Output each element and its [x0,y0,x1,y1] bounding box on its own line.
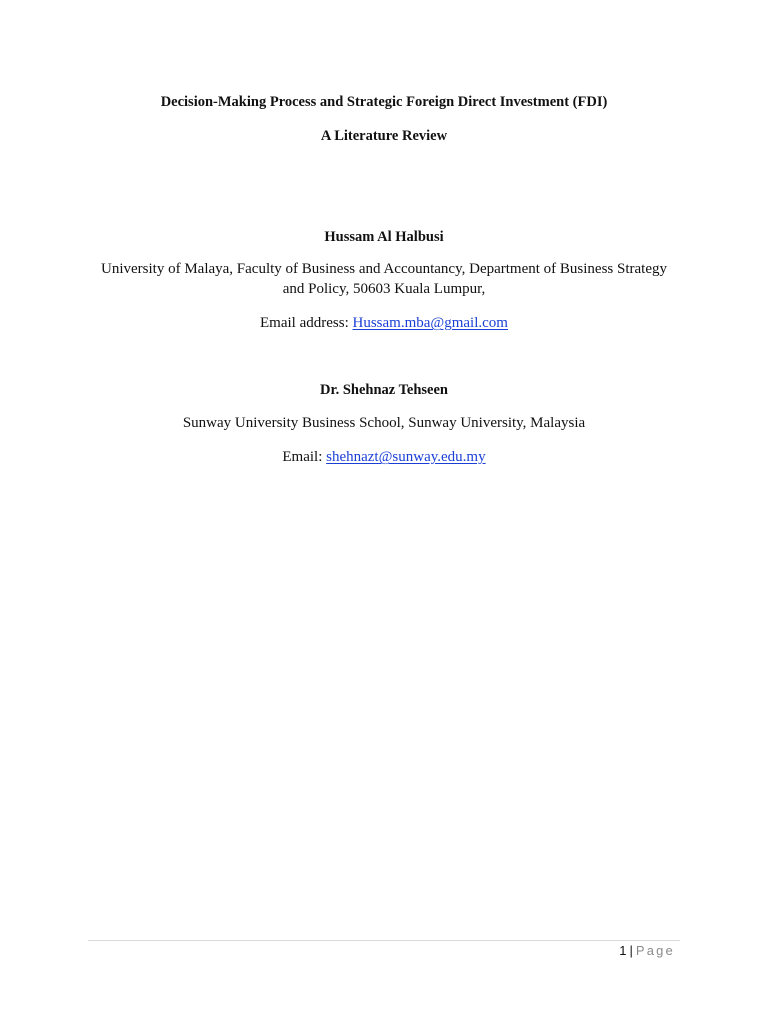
author-1-name: Hussam Al Halbusi [324,229,444,245]
author-2-affiliation: Sunway University Business School, Sunway University, Malaysia [182,415,586,431]
page-footer [619,942,675,960]
author-1-email-link[interactable]: Hussam.mba@gmail.com [352,315,508,331]
footer-divider [88,940,680,941]
paper-title: Decision-Making Process and Strategic Foreign Direct Investment (FDI) [160,94,608,110]
author-1-email-line [0,313,768,333]
author-2-email-line [0,447,768,467]
paper-subtitle: A Literature Review [320,128,448,144]
page-label: Page [635,943,675,958]
author-2-email-label: Email: [282,449,327,465]
author-1-affiliation: University of Malaya, Faculty of Business and Accountancy, Department of Business Strategy and Policy, 50603 Kuala Lumpur, [101,261,667,297]
author-2-name: Dr. Shehnaz Tehseen [320,382,448,398]
footer-separator: | [629,943,633,958]
page-number: 1 [619,943,627,958]
author-1-email-label: Email address: [260,315,353,331]
author-2-email-link[interactable]: shehnazt@sunway.edu.my [326,449,486,465]
